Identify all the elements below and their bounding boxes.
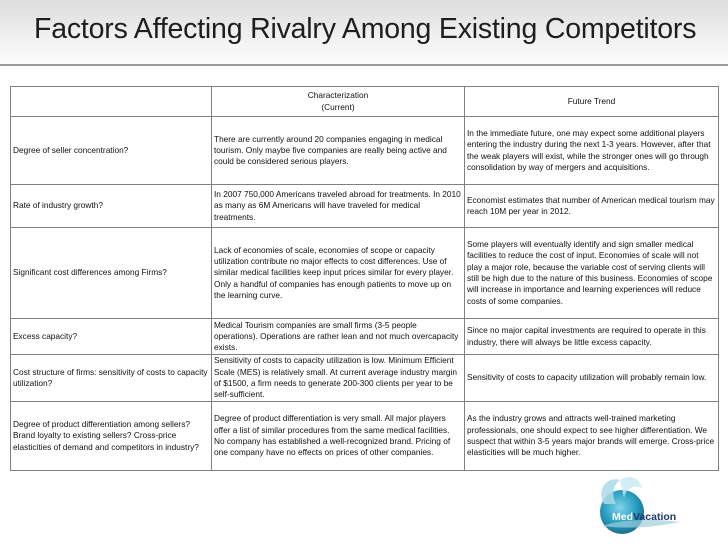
trend-cell: As the industry grows and attracts well-trained marketing professionals, one should expect to see higher differentiation. We suspect that within 3-5 years major brands will emerge. Cross-price elasticities will be much higher. bbox=[465, 402, 719, 471]
factor-cell: Degree of product differentiation among sellers? Brand loyalty to existing sellers? Cross-price elasticities of demand and competitors in industry? bbox=[11, 402, 212, 471]
logo-text-med: Med bbox=[612, 511, 633, 523]
current-cell: There are currently around 20 companies engaging in medical tourism. Only maybe five companies are really being active and could be considered serious players. bbox=[212, 117, 465, 185]
trend-cell: Economist estimates that number of American medical tourism may reach 10M per year in 2012. bbox=[465, 185, 719, 228]
table-row bbox=[11, 355, 719, 402]
trend-cell: Since no major capital investments are required to operate in this industry, there will always be little excess capacity. bbox=[465, 319, 719, 355]
table-row bbox=[11, 319, 719, 355]
table-row bbox=[11, 402, 719, 471]
header-factor bbox=[11, 87, 212, 117]
current-cell: In 2007 750,000 Americans traveled abroad for treatments. In 2010 as many as 6M Americans will have traveled for medical treatments. bbox=[212, 185, 465, 228]
current-cell: Sensitivity of costs to capacity utilization is low. Minimum Efficient Scale (MES) is relatively small. At current average industry margin of $1500, a firm needs to generate 200-300 clients per year to be self-sufficient. bbox=[212, 355, 465, 402]
trend-cell: In the immediate future, one may expect some additional players entering the industry during the next 1-3 years. However, after that the weak players will exist, while the stronger ones will go through consolidation by way of mergers and acquisitions. bbox=[465, 117, 719, 185]
factor-cell: Degree of seller concentration? bbox=[11, 117, 212, 185]
header-characterization-label: Characterization bbox=[307, 90, 369, 101]
table-row bbox=[11, 228, 719, 319]
trend-cell: Some players will eventually identify and sign smaller medical facilities to reduce the cost of input. Economies of scale will not play a major role, because the variable cost of serving clients will still be high due to the nature of this business. Economies of scope will increase in importance and learning experiences will reduce costs of some companies. bbox=[465, 228, 719, 319]
title-divider bbox=[0, 64, 728, 66]
trend-cell: Sensitivity of costs to capacity utilization will probably remain low. bbox=[465, 355, 719, 402]
rivalry-table bbox=[10, 86, 719, 471]
factor-cell: Cost structure of firms: sensitivity of costs to capacity utilization? bbox=[11, 355, 212, 402]
factor-cell: Rate of industry growth? bbox=[11, 185, 212, 228]
page-title: Factors Affecting Rivalry Among Existing Competitors bbox=[34, 13, 697, 45]
factor-cell: Excess capacity? bbox=[11, 319, 212, 355]
table-row bbox=[11, 185, 719, 228]
logo-wordmark bbox=[612, 511, 676, 523]
current-cell: Medical Tourism companies are small firms (3-5 people operations). Operations are rather lean and not much overcapacity exists. bbox=[212, 319, 465, 355]
header-future-trend: Future Trend bbox=[465, 87, 719, 117]
medvacation-logo bbox=[590, 470, 722, 540]
table-row bbox=[11, 117, 719, 185]
header-characterization-sub: (Current) bbox=[321, 101, 355, 112]
factor-cell: Significant cost differences among Firms? bbox=[11, 228, 212, 319]
table-header-row bbox=[11, 87, 719, 117]
current-cell: Lack of economies of scale, economies of scope or capacity utilization contribute no major effects to cost differences. Use of similar medical facilities keep input prices similar for every player. Only a handful of companies has enough patients to move up on the learning curve. bbox=[212, 228, 465, 319]
header-characterization bbox=[212, 87, 465, 117]
current-cell: Degree of product differentiation is very small. All major players offer a list of similar procedures from the same medical facilities. No company has established a well-recognized brand. Pricing of one company have no effects on prices of other companies. bbox=[212, 402, 465, 471]
logo-text-vacation: Vacation bbox=[633, 511, 677, 523]
